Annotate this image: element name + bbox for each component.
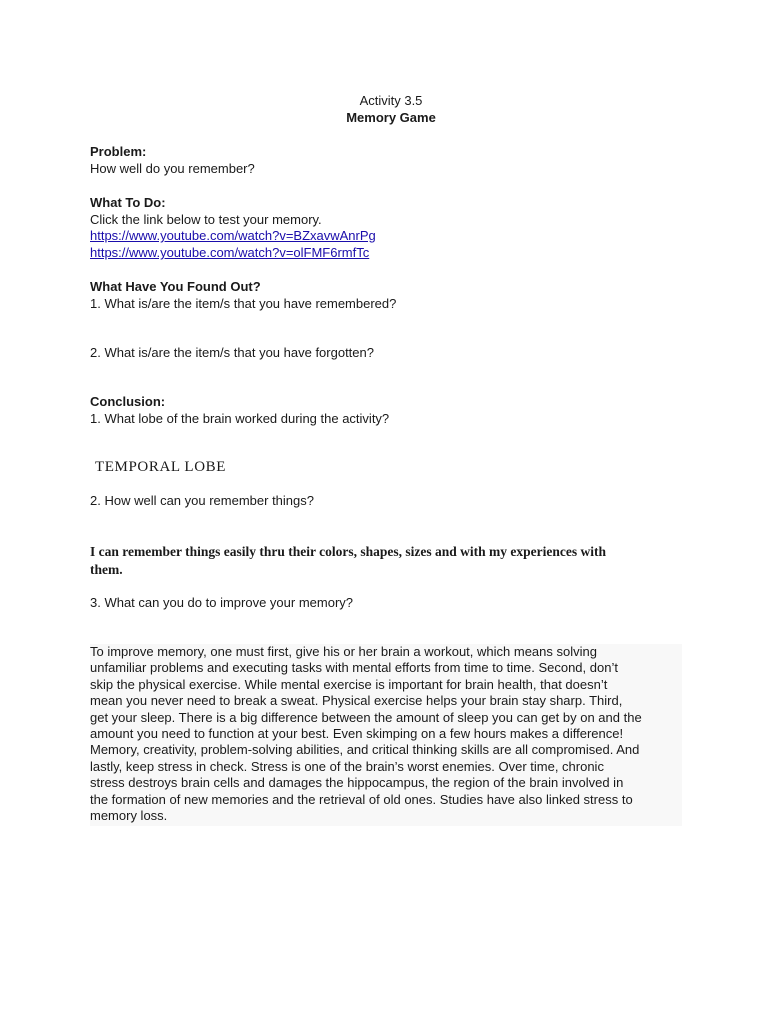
- conclusion-answer-3: [90, 644, 682, 826]
- found-out-heading: What Have You Found Out?: [90, 279, 261, 294]
- video-link-1[interactable]: https://www.youtube.com/watch?v=BZxavwAnrPg: [90, 228, 376, 243]
- conclusion-answer-1: TEMPORAL LOBE: [95, 459, 226, 475]
- conclusion-answer-2-line-1: I can remember things easily thru their colors, shapes, sizes and with my experiences with: [90, 544, 606, 559]
- answer-line: get your sleep. There is a big difference between the amount of sleep you can get by on and the: [90, 709, 642, 725]
- conclusion-question-1: 1. What lobe of the brain worked during the activity?: [90, 411, 390, 426]
- answer-line: mean you never need to break a sweat. Physical exercise helps your brain stay sharp. Third,: [90, 693, 623, 709]
- conclusion-question-3: 3. What can you do to improve your memory?: [90, 595, 354, 610]
- answer-line: memory loss.: [90, 808, 168, 824]
- answer-line: the formation of new memories and the retrieval of old ones. Studies have also linked stress to: [90, 791, 633, 807]
- found-out-question-1: 1. What is/are the item/s that you have remembered?: [90, 296, 397, 311]
- answer-line: stress destroys brain cells and damages the hippocampus, the region of the brain involved in: [90, 775, 624, 791]
- video-link-2[interactable]: https://www.youtube.com/watch?v=olFMF6rmfTc: [90, 245, 370, 260]
- answer-line: amount you need to function at your best. Even skimping on a few hours makes a difference!: [90, 726, 624, 742]
- what-to-do-text: Click the link below to test your memory.: [90, 212, 322, 227]
- problem-text: How well do you remember?: [90, 161, 255, 176]
- answer-line: skip the physical exercise. While mental exercise is important for brain health, that doesn’t: [90, 676, 608, 692]
- conclusion-question-2: 2. How well can you remember things?: [90, 493, 314, 508]
- found-out-question-2: 2. What is/are the item/s that you have forgotten?: [90, 345, 374, 360]
- what-to-do-heading: What To Do:: [90, 195, 166, 210]
- answer-line: unfamiliar problems and executing tasks with mental efforts from time to time. Second, don’t: [90, 660, 618, 676]
- answer-line: lastly, keep stress in check. Stress is one of the brain’s worst enemies. Over time, chronic: [90, 758, 604, 774]
- activity-number: Activity 3.5: [359, 93, 423, 108]
- conclusion-answer-2-line-2: them.: [90, 562, 123, 577]
- page-title: Memory Game: [346, 110, 436, 125]
- conclusion-heading: Conclusion:: [90, 394, 166, 409]
- problem-heading: Problem:: [90, 144, 147, 159]
- answer-line: To improve memory, one must first, give his or her brain a workout, which means solving: [90, 644, 597, 659]
- answer-line: Memory, creativity, problem-solving abilities, and critical thinking skills are all compromised. And: [90, 742, 640, 758]
